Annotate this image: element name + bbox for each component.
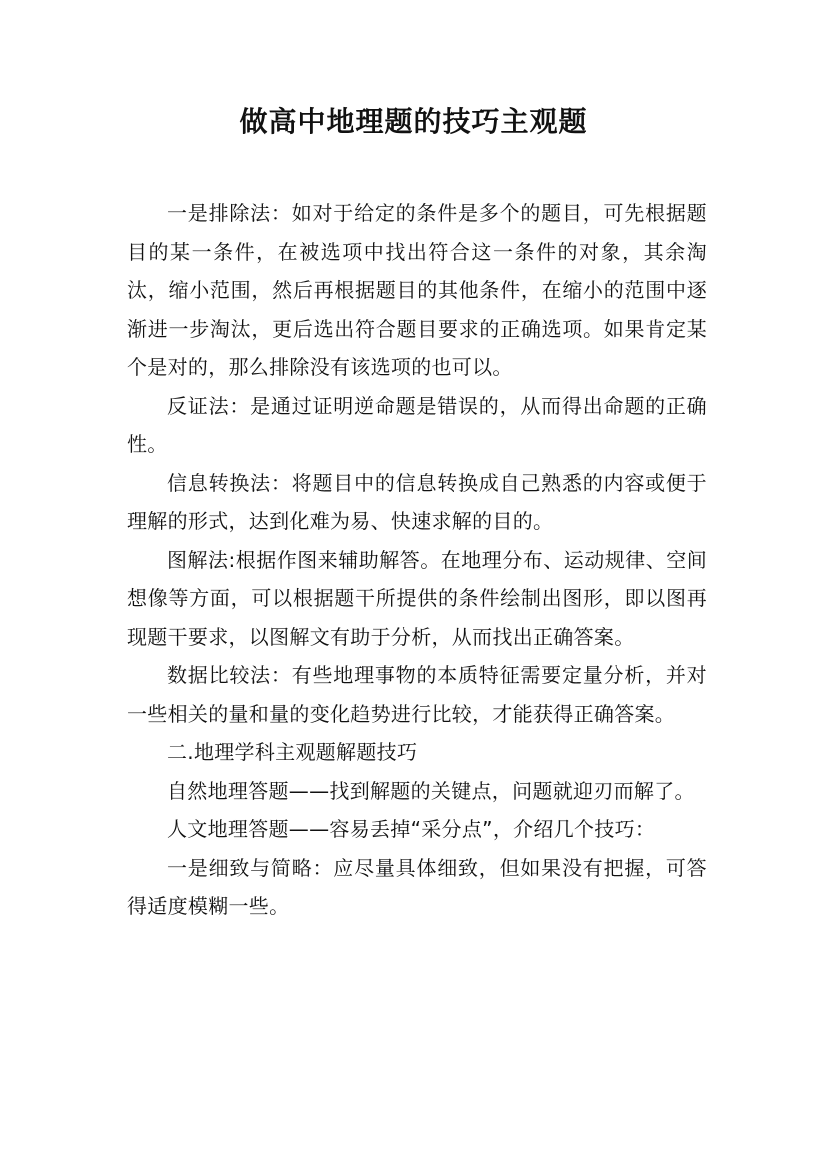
document-title: 做高中地理题的技巧主观题 bbox=[239, 105, 588, 138]
document-body bbox=[127, 194, 707, 926]
paragraph-human-geography: 人文地理答题——容易丢掉“采分点”，介绍几个技巧： bbox=[167, 817, 656, 841]
paragraph-graphic-method: 图解法:根据作图来辅助解答。在地理分布、运动规律、空间想像等方面，可以根据题干所提供的条件绘制出图形，即以图再现题干要求，以图解文有助于分析，从而找出正确答案。 bbox=[127, 547, 707, 649]
paragraph-detail-and-brevity: 一是细致与简略：应尽量具体细致，但如果没有把握，可答得适度模糊一些。 bbox=[127, 855, 707, 918]
paragraph-information-conversion: 信息转换法：将题目中的信息转换成自己熟悉的内容或便于理解的形式，达到化难为易、快速求解的目的。 bbox=[127, 470, 707, 533]
section-heading-subjective-questions: 二.地理学科主观题解题技巧 bbox=[167, 740, 418, 764]
paragraph-elimination-method: 一是排除法：如对于给定的条件是多个的题目，可先根据题目的某一条件，在被选项中找出符合这一条件的对象，其余淘汰，缩小范围，然后再根据题目的其他条件，在缩小的范围中逐渐进一步淘汰，更后选出符合题目要求的正确选项。如果肯定某个是对的，那么排除没有该选项的也可以。 bbox=[127, 201, 707, 379]
paragraph-physical-geography: 自然地理答题——找到解题的关键点，问题就迎刃而解了。 bbox=[167, 778, 695, 803]
paragraph-proof-by-contradiction: 反证法：是通过证明逆命题是错误的，从而得出命题的正确性。 bbox=[127, 393, 707, 456]
paragraph-data-comparison: 数据比较法：有些地理事物的本质特征需要定量分析，并对一些相关的量和量的变化趋势进行比较，才能获得正确答案。 bbox=[127, 663, 707, 726]
